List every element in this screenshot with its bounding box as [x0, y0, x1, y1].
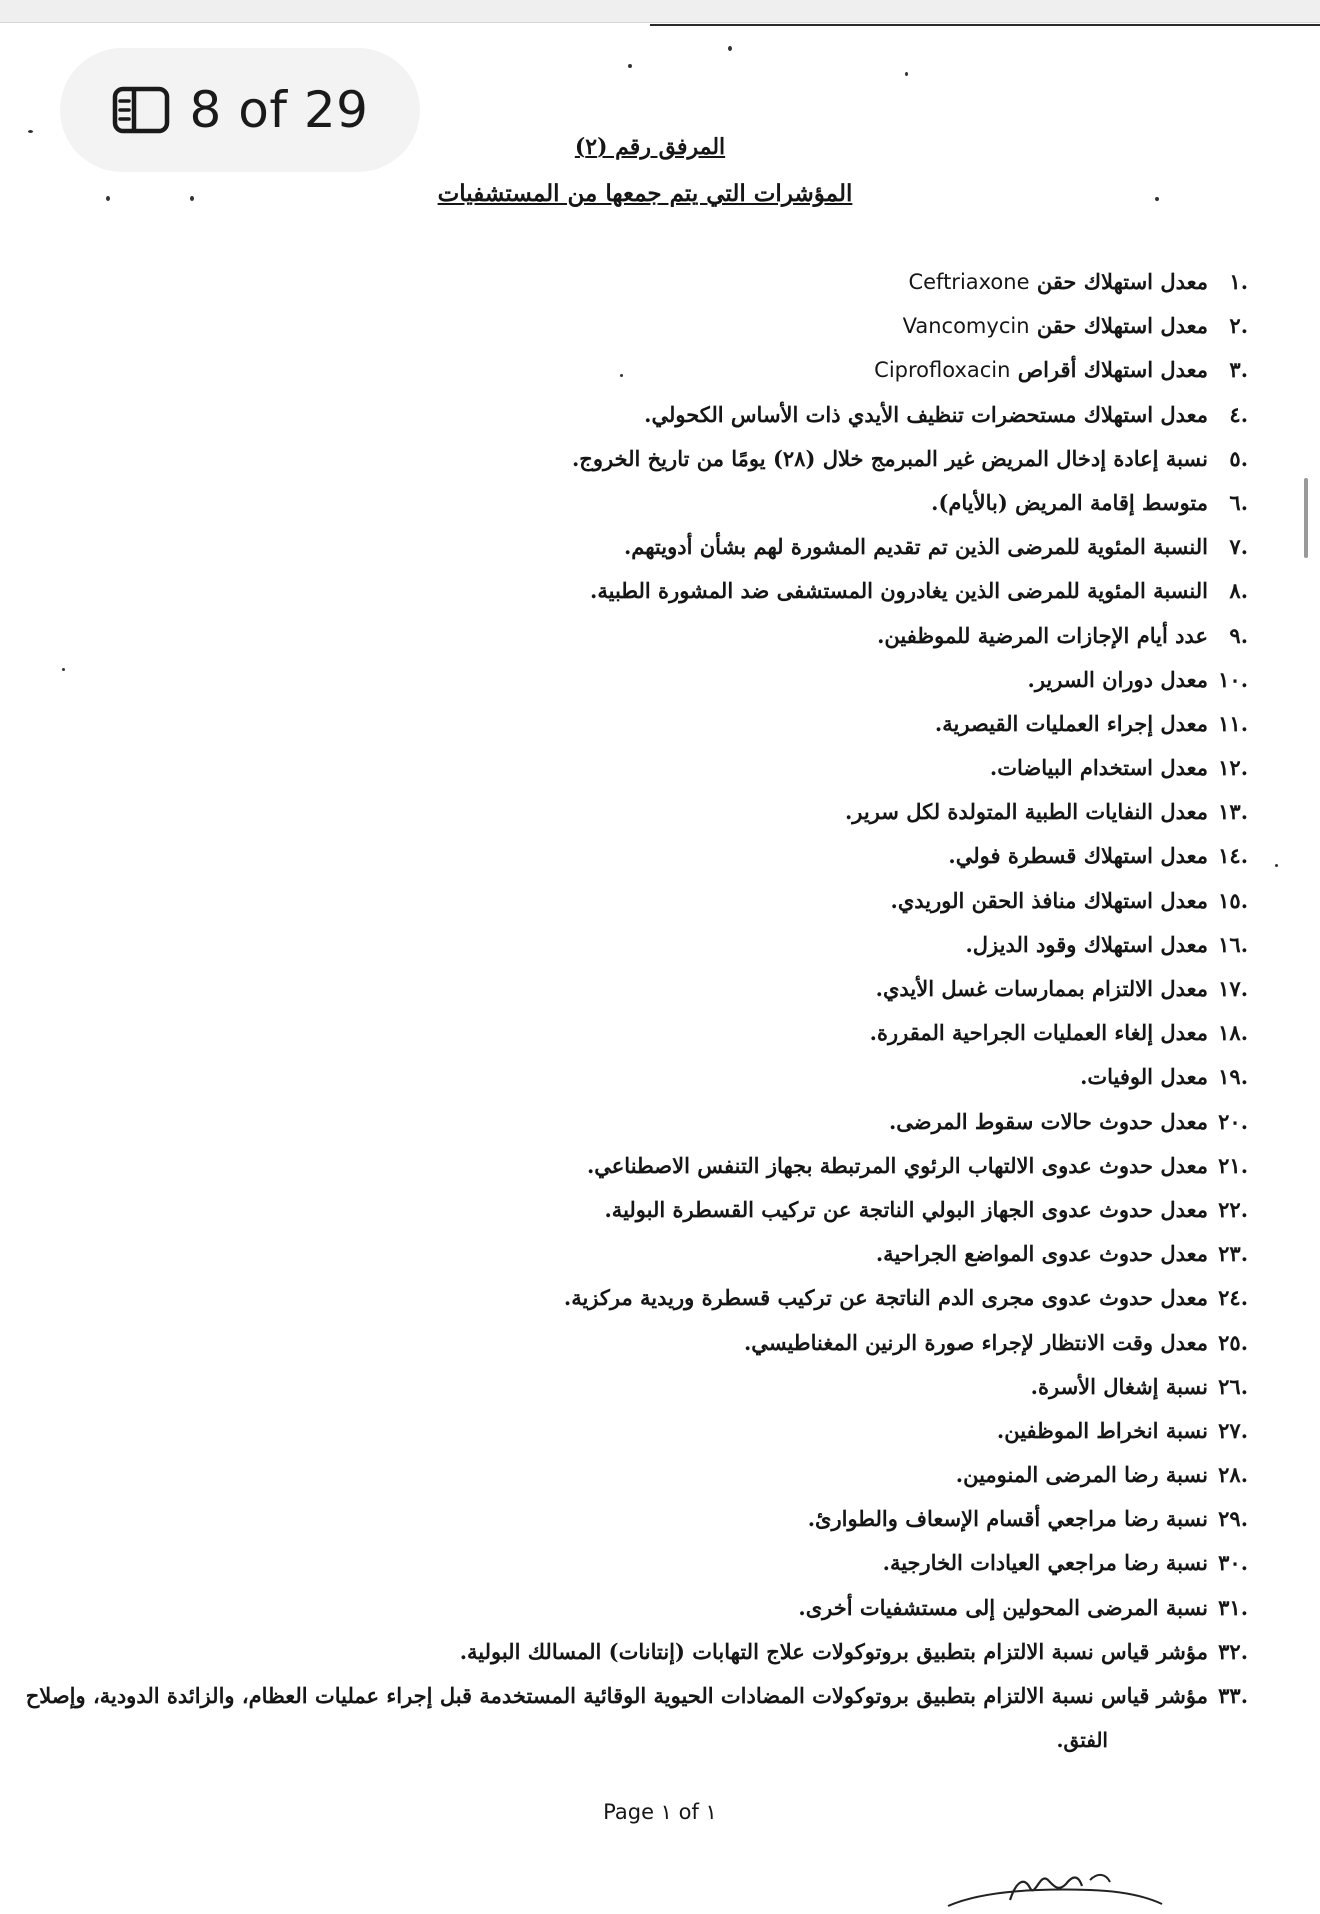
indicator-number: .١٦ — [1218, 931, 1248, 957]
drug-name: Ciprofloxacin — [874, 358, 1011, 383]
indicator-list — [8, 260, 1248, 1762]
scan-speck — [728, 46, 732, 51]
indicator-text: معدل حدوث عدوى المواضع الجراحية. — [875, 1241, 1208, 1267]
indicator-number: .٣١ — [1218, 1594, 1248, 1620]
indicator-text: معدل استهلاك مستحضرات تنظيف الأيدي ذات الأساس الكحولي. — [644, 401, 1208, 427]
viewer-top-bar — [0, 0, 1320, 23]
indicator-number: .٧ — [1229, 534, 1248, 560]
indicator-item — [8, 923, 1248, 967]
indicator-text: معدل استهلاك حقن — [1029, 313, 1208, 339]
indicator-item — [8, 879, 1248, 923]
scan-speck — [905, 72, 908, 76]
indicator-item — [8, 304, 1248, 348]
indicator-number: .٢٥ — [1218, 1329, 1248, 1355]
indicator-item — [8, 569, 1248, 613]
indicator-number: .١٨ — [1218, 1020, 1248, 1046]
indicator-item — [8, 1586, 1248, 1630]
indicator-item — [8, 1011, 1248, 1055]
drug-name: Vancomycin — [902, 314, 1030, 339]
indicator-number: .١٢ — [1218, 755, 1248, 781]
scan-speck — [1304, 478, 1308, 558]
indicator-number: .١٩ — [1218, 1064, 1248, 1090]
indicator-item — [8, 481, 1248, 525]
indicator-item — [8, 1321, 1248, 1365]
indicator-text: معدل استهلاك وقود الديزل. — [965, 931, 1208, 957]
indicator-text: نسبة إعادة إدخال المريض غير المبرمج خلال (٢٨) يومًا من تاريخ الخروج. — [571, 445, 1208, 471]
indicator-text: معدل إلغاء العمليات الجراحية المقررة. — [869, 1020, 1208, 1046]
indicator-number: .٢١ — [1218, 1152, 1248, 1178]
indicator-text: نسبة رضا المرضى المنومين. — [955, 1462, 1208, 1488]
indicator-number: .٢٧ — [1218, 1417, 1248, 1443]
indicator-number: .٣٠ — [1218, 1550, 1248, 1576]
indicator-item — [8, 1630, 1248, 1674]
indicator-text: نسبة إشغال الأسرة. — [1030, 1373, 1208, 1399]
attachment-label: المرفق رقم (٢) — [574, 134, 726, 160]
indicator-number: .٢ — [1229, 313, 1248, 339]
page-footer: Page ١ of ١ — [603, 1800, 717, 1824]
document-title: المؤشرات التي يتم جمعها من المستشفيات — [437, 180, 853, 207]
indicator-item — [8, 1144, 1248, 1188]
indicator-item — [8, 702, 1248, 746]
indicator-text: النسبة المئوية للمرضى الذين يغادرون المستشفى ضد المشورة الطبية. — [590, 578, 1208, 604]
indicator-text: معدل دوران السرير. — [1027, 666, 1208, 692]
indicator-text: متوسط إقامة المريض (بالأيام). — [931, 489, 1208, 515]
indicator-item — [8, 1055, 1248, 1099]
page-indicator-text: 8 of 29 — [189, 81, 369, 139]
indicator-text: النسبة المئوية للمرضى الذين تم تقديم المشورة لهم بشأن أدويتهم. — [623, 534, 1208, 560]
indicator-item — [8, 437, 1248, 481]
indicator-item — [8, 1409, 1248, 1453]
indicator-text: نسبة رضا مراجعي العيادات الخارجية. — [882, 1550, 1208, 1576]
indicator-item — [8, 260, 1248, 304]
indicator-number: .١ — [1229, 269, 1248, 294]
indicator-text: معدل إجراء العمليات القيصرية. — [934, 710, 1208, 736]
indicator-text: معدل حدوث عدوى الالتهاب الرئوي المرتبطة بجهاز التنفس الاصطناعي. — [586, 1152, 1208, 1178]
indicator-number: .٢٩ — [1218, 1506, 1248, 1532]
indicator-item — [8, 1497, 1248, 1541]
indicator-item — [8, 1453, 1248, 1497]
indicator-number: .١٤ — [1218, 843, 1248, 869]
indicator-item — [8, 614, 1248, 658]
indicator-text: معدل الوفيات. — [1080, 1064, 1208, 1090]
indicator-number: .٣ — [1229, 357, 1248, 383]
indicator-number: .٨ — [1229, 578, 1248, 604]
indicator-number: .١١ — [1218, 710, 1248, 736]
indicator-number: .١٧ — [1218, 976, 1248, 1001]
drug-name: Ceftriaxone — [908, 270, 1030, 294]
indicator-item — [8, 746, 1248, 790]
pages-icon — [112, 86, 170, 134]
indicator-item — [8, 658, 1248, 702]
indicator-number: .١٣ — [1218, 799, 1248, 825]
indicator-text: معدل استخدام البياضات. — [989, 755, 1208, 781]
indicator-item — [8, 967, 1248, 1011]
indicator-item — [8, 1232, 1248, 1276]
scan-speck — [628, 64, 632, 68]
signature-mark — [940, 1862, 1170, 1914]
indicator-number: .٢٦ — [1218, 1373, 1248, 1399]
indicator-text: مؤشر قياس نسبة الالتزام بتطبيق بروتوكولات المضادات الحيوية الوقائية المستخدمة قبل إجراء عمليات العظام، والزائدة الدودية، وإصلاح — [25, 1683, 1208, 1708]
indicator-number: .٢٠ — [1218, 1108, 1248, 1134]
indicator-text: معدل حدوث عدوى الجهاز البولي الناتجة عن تركيب القسطرة البولية. — [604, 1196, 1208, 1222]
indicator-item — [8, 1100, 1248, 1144]
indicator-item — [8, 834, 1248, 878]
indicator-text: نسبة المرضى المحولين إلى مستشفيات أخرى. — [798, 1594, 1208, 1620]
indicator-text: معدل النفايات الطبية المتولدة لكل سرير. — [844, 799, 1208, 825]
indicator-text: عدد أيام الإجازات المرضية للموظفين. — [877, 622, 1208, 648]
indicator-item — [8, 525, 1248, 569]
indicator-text: معدل استهلاك حقن — [1029, 269, 1208, 294]
indicator-text: معدل وقت الانتظار لإجراء صورة الرنين المغناطيسي. — [744, 1329, 1208, 1355]
indicator-number: .٢٨ — [1218, 1462, 1248, 1488]
indicator-number: .٢٢ — [1218, 1196, 1248, 1222]
scan-speck — [28, 130, 33, 133]
indicator-text: معدل استهلاك أقراص — [1010, 357, 1208, 383]
indicator-item — [8, 1365, 1248, 1409]
indicator-item — [8, 1541, 1248, 1585]
indicator-item — [8, 1276, 1248, 1320]
scan-top-rule — [650, 24, 1320, 26]
indicator-text: معدل استهلاك منافذ الحقن الوريدي. — [890, 887, 1208, 913]
indicator-item — [8, 393, 1248, 437]
indicator-number: .١٠ — [1218, 666, 1248, 692]
indicator-number: .٢٤ — [1218, 1285, 1248, 1311]
indicator-number: .٩ — [1229, 622, 1248, 648]
indicator-text-continuation: الفتق. — [1056, 1728, 1108, 1752]
indicator-number: .٣٢ — [1218, 1638, 1248, 1664]
indicator-item — [8, 790, 1248, 834]
indicator-text: معدل حدوث عدوى مجرى الدم الناتجة عن تركيب قسطرة وريدية مركزية. — [563, 1285, 1208, 1311]
scan-speck — [1275, 864, 1278, 867]
indicator-text: معدل الالتزام بممارسات غسل الأيدي. — [875, 976, 1208, 1001]
indicator-text: نسبة رضا مراجعي أقسام الإسعاف والطوارئ. — [807, 1506, 1208, 1532]
indicator-number: .٣٣ — [1218, 1683, 1248, 1708]
indicator-number: .٢٣ — [1218, 1241, 1248, 1267]
indicator-item — [8, 348, 1248, 392]
indicator-text: نسبة انخراط الموظفين. — [996, 1417, 1208, 1443]
indicator-item — [8, 1188, 1248, 1232]
indicator-number: .٤ — [1229, 401, 1248, 427]
indicator-item — [8, 1674, 1248, 1762]
indicator-number: .٥ — [1229, 445, 1248, 471]
indicator-text: معدل استهلاك قسطرة فولي. — [948, 843, 1208, 869]
indicator-number: .٦ — [1229, 489, 1248, 515]
indicator-text: مؤشر قياس نسبة الالتزام بتطبيق بروتوكولات علاج التهابات (إنتانات) المسالك البولية. — [459, 1638, 1208, 1664]
indicator-number: .١٥ — [1218, 887, 1248, 913]
indicator-text: معدل حدوث حالات سقوط المرضى. — [888, 1108, 1208, 1134]
